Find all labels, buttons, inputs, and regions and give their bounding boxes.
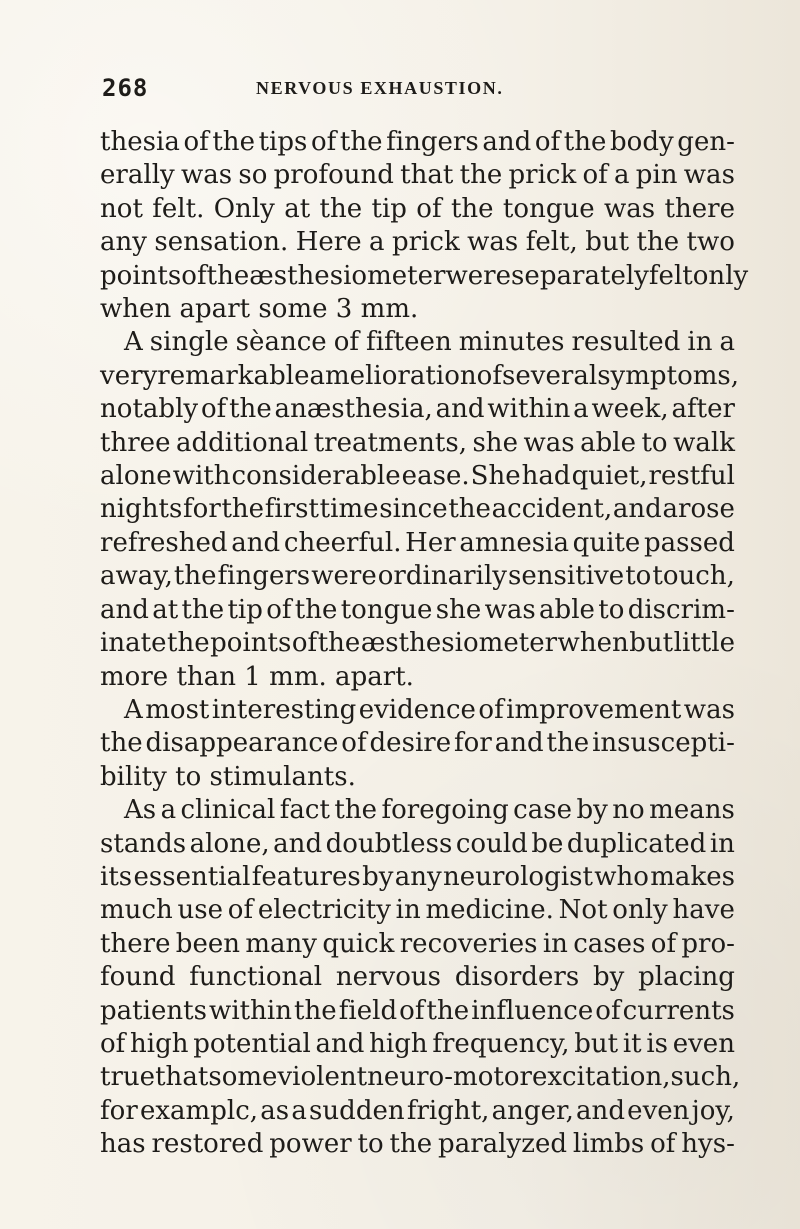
text-line [100, 727, 735, 760]
text-line [100, 560, 735, 593]
text-word: of [310, 127, 337, 157]
text-line [100, 627, 735, 660]
text-word: were [311, 561, 377, 592]
text-word: found [100, 962, 176, 993]
text-word: functional [189, 962, 323, 993]
text-word: within [209, 995, 292, 1026]
text-word: at [284, 193, 311, 224]
text-word: the [212, 127, 255, 157]
text-word: who [594, 861, 649, 892]
text-word: Here [295, 227, 362, 258]
text-word: not [100, 193, 143, 224]
text-word: in [687, 327, 713, 358]
text-word: was [180, 160, 233, 191]
text-word: insuscepti- [592, 728, 735, 759]
text-word: its [100, 861, 133, 892]
text-word: for [183, 494, 221, 525]
text-word: patients [100, 995, 207, 1026]
text-word: was [484, 594, 536, 625]
text-word: of [399, 995, 425, 1026]
text-word: desire [369, 728, 452, 759]
text-word: a [719, 327, 735, 358]
text-word: such, [670, 1062, 741, 1093]
text-word: was [683, 694, 735, 725]
text-word: alone, [189, 828, 270, 859]
text-word: of [650, 1129, 676, 1160]
text-word: were [445, 260, 512, 291]
text-word: improvement [506, 694, 682, 725]
text-word: the [426, 995, 470, 1026]
text-word: in [542, 928, 568, 959]
text-line [100, 159, 735, 192]
text-word: some [208, 1062, 278, 1093]
text-line [100, 1095, 735, 1128]
text-word: and [494, 728, 544, 759]
text-word: there [100, 928, 171, 959]
text-line [100, 928, 735, 961]
text-line [100, 226, 735, 259]
text-word: As [124, 795, 157, 826]
text-word: accident, [491, 494, 613, 525]
text-word: restored [151, 1129, 264, 1160]
text-word: but [574, 1028, 619, 1059]
text-word: the [221, 494, 265, 525]
text-word: the [563, 127, 607, 157]
text-word: the [459, 160, 503, 191]
text-line [100, 393, 735, 426]
text-word: use [177, 895, 224, 926]
text-word: and [576, 1095, 625, 1126]
text-word: of [341, 728, 367, 759]
text-word: the [450, 193, 494, 224]
text-word: for [454, 728, 492, 759]
text-word: and [100, 594, 149, 625]
text-word: amnesia [459, 527, 569, 558]
text-word: fact [279, 795, 330, 826]
text-word: passed [643, 527, 735, 558]
text-word: tongue [502, 193, 595, 224]
text-word: very [100, 360, 158, 391]
text-word: a [614, 160, 630, 191]
text-line [100, 460, 735, 493]
text-line: more than 1 mm. apart. [100, 661, 414, 692]
text-word: treatments, [313, 427, 467, 458]
text-word: means [649, 795, 735, 826]
text-word: potential [193, 1028, 311, 1059]
text-word: interesting [211, 694, 357, 725]
text-word: fingers [217, 561, 311, 592]
text-line [100, 260, 749, 293]
text-word: able [539, 594, 595, 625]
text-word: of [291, 628, 318, 659]
text-word: within [487, 394, 571, 425]
text-word: the [181, 594, 225, 625]
text-word: amelioration [309, 360, 477, 391]
text-word: even [627, 1095, 690, 1126]
text-word: any [100, 227, 147, 258]
text-word: touch, [652, 561, 735, 592]
text-word: features [251, 861, 361, 892]
text-word: any [394, 861, 442, 892]
text-word: two [686, 227, 735, 258]
text-word: time [319, 494, 379, 525]
text-word: of [200, 394, 227, 425]
text-word: that [400, 160, 454, 191]
text-word: currents [622, 995, 735, 1026]
text-word: in [709, 828, 735, 859]
text-word: was [604, 193, 656, 224]
text-word: after [671, 394, 735, 425]
text-word: only [692, 260, 749, 291]
text-word: that [155, 1062, 209, 1093]
text-word: the [100, 728, 143, 759]
text-word: several [501, 360, 598, 391]
text-word: tip [227, 594, 263, 625]
text-word: ordinarily [377, 561, 507, 592]
text-word: the [206, 260, 250, 291]
text-word: violent [277, 1062, 368, 1093]
text-word: is [646, 1028, 669, 1059]
text-line [100, 995, 735, 1028]
text-word: remarkable [157, 360, 310, 391]
text-word: a [160, 795, 177, 826]
text-word: fifteen [366, 327, 452, 358]
text-word: have [672, 895, 735, 926]
text-word: considerable [231, 461, 401, 492]
text-word: Not [558, 895, 608, 926]
text-word: prick [508, 160, 577, 191]
text-word: of [181, 260, 207, 291]
text-word: of [476, 360, 502, 391]
text-word: by [362, 861, 394, 892]
text-line [100, 861, 735, 894]
text-word: of [227, 895, 254, 926]
text-word: the [389, 1129, 433, 1160]
text-word: as [260, 1095, 290, 1126]
text-word: fright, [406, 1095, 490, 1126]
text-line [100, 493, 735, 526]
text-word: able [580, 427, 636, 458]
text-word: to [625, 561, 652, 592]
text-line [100, 326, 735, 359]
text-word: doubtless [325, 828, 453, 859]
text-word: since [379, 494, 448, 525]
text-word: the [294, 995, 337, 1026]
text-word: felt, [525, 227, 578, 258]
text-line [100, 1028, 735, 1061]
text-word: nervous [335, 962, 442, 993]
text-word: evidence [358, 694, 476, 725]
text-word: discrim- [627, 594, 735, 625]
text-word: recoveries [399, 928, 538, 959]
text-word: she [435, 594, 482, 625]
text-word: for [100, 1095, 138, 1126]
text-word: was [523, 427, 575, 458]
text-word: she [472, 427, 518, 458]
text-word: frequency, [432, 1028, 570, 1059]
text-word: there [664, 193, 735, 224]
text-word: additional [175, 427, 309, 458]
text-word: pro- [681, 928, 735, 959]
text-word: the [294, 594, 338, 625]
text-word: of [183, 127, 209, 157]
text-word: with [172, 461, 231, 492]
text-word: æsthesiometer [360, 628, 558, 659]
text-word: nights [100, 494, 183, 525]
text-word: examplc, [139, 1095, 259, 1126]
text-word: was [683, 160, 735, 191]
body-text [100, 126, 749, 1162]
text-word: the [546, 728, 590, 759]
text-word: be [531, 828, 564, 859]
text-word: refreshed [100, 527, 228, 558]
text-word: had [521, 461, 571, 492]
text-word: thesia [100, 127, 180, 157]
text-word: of [100, 1028, 126, 1059]
text-word: hys- [681, 1129, 735, 1160]
text-word: disorders [454, 962, 580, 993]
text-word: most [145, 694, 210, 725]
text-word: felt. [152, 193, 205, 224]
text-word: medicine. [425, 895, 554, 926]
text-word: of [333, 327, 360, 358]
text-word: anger, [491, 1095, 574, 1126]
text-word: the [229, 394, 272, 425]
text-word: the [319, 193, 363, 224]
text-line [100, 126, 735, 159]
text-word: minutes [458, 327, 565, 358]
text-word: quite [572, 527, 641, 558]
text-word: even [672, 1028, 735, 1059]
text-word: limbs [572, 1129, 645, 1160]
text-line [100, 594, 735, 627]
page-number: 268 [102, 74, 149, 102]
text-word: electricity [257, 895, 391, 926]
text-line [100, 427, 735, 460]
text-word: essential [133, 861, 251, 892]
text-line [100, 794, 735, 827]
text-word: arose [662, 494, 735, 525]
text-word: has [100, 1129, 146, 1160]
text-word: of [650, 928, 677, 959]
text-word: gen- [677, 127, 735, 157]
text-word: points [210, 628, 292, 659]
text-word: paralyzed [438, 1129, 568, 1160]
text-word: much [100, 895, 173, 926]
text-line [100, 894, 735, 927]
text-word: clinical [180, 795, 276, 826]
text-word: quick [322, 928, 395, 959]
text-word: walk [673, 427, 735, 458]
text-word: week, [591, 394, 669, 425]
text-word: three [100, 427, 171, 458]
text-line [100, 1128, 735, 1161]
text-word: felt [648, 260, 693, 291]
text-word: anæsthesia, [274, 394, 433, 425]
text-word: and [612, 494, 662, 525]
text-word: pin [635, 160, 678, 191]
text-word: but [585, 227, 630, 258]
text-word: when [557, 628, 629, 659]
text-word: of [534, 127, 561, 157]
text-word: it [622, 1028, 642, 1059]
text-word: placing [638, 962, 735, 993]
text-word: influence [471, 995, 594, 1026]
text-word: and [315, 1028, 365, 1059]
text-word: of [416, 193, 442, 224]
running-header [102, 74, 722, 104]
text-word: neurologist [443, 861, 593, 892]
text-word: was [467, 227, 519, 258]
text-word: and [482, 127, 532, 157]
text-word: fingers [386, 127, 479, 157]
text-word: erally [100, 160, 175, 191]
text-line [100, 961, 735, 994]
text-word: no [612, 795, 645, 826]
text-word: symptoms, [597, 360, 740, 391]
text-word: the [636, 227, 680, 258]
text-word: a [573, 394, 589, 425]
text-word: sensation. [154, 227, 289, 258]
text-word: to [357, 1129, 384, 1160]
text-word: sudden [309, 1095, 405, 1126]
text-word: sensitive [508, 561, 625, 592]
text-word: to [641, 427, 668, 458]
text-word: of [595, 995, 621, 1026]
text-line [100, 193, 735, 226]
text-word: duplicated [566, 828, 707, 859]
text-word: She [470, 461, 521, 492]
text-word: high [130, 1028, 189, 1059]
text-word: restful [648, 461, 735, 492]
text-word: a [291, 1095, 307, 1126]
text-word: field [338, 995, 398, 1026]
text-word: single [149, 327, 229, 358]
text-word: many [245, 928, 318, 959]
text-word: excitation, [531, 1062, 671, 1093]
text-word: first [264, 494, 320, 525]
text-word: to [598, 594, 625, 625]
text-word: of [582, 160, 608, 191]
text-word: cheerful. [283, 527, 402, 558]
text-word: power [269, 1129, 352, 1160]
text-word: notably [100, 394, 199, 425]
text-word: alone [100, 461, 172, 492]
text-line [100, 360, 740, 393]
text-line: when apart some 3 mm. [100, 294, 419, 325]
text-word: true [100, 1062, 156, 1093]
running-title: NERVOUS EXHAUSTION. [256, 78, 504, 98]
text-word: away, [100, 561, 173, 592]
text-word: æsthesiometer [249, 260, 446, 291]
text-word: the [334, 795, 378, 826]
text-word: case [513, 795, 573, 826]
text-word: a [369, 227, 385, 258]
text-word: the [317, 628, 361, 659]
text-word: tongue [340, 594, 433, 625]
text-word: resulted [571, 327, 681, 358]
text-word: joy, [691, 1095, 735, 1126]
text-word: the [339, 127, 383, 157]
text-word: by [576, 795, 608, 826]
text-word: of [266, 594, 292, 625]
text-word: and [273, 828, 323, 859]
text-word: high [369, 1028, 428, 1059]
text-word: disappearance [145, 728, 339, 759]
text-word: in [395, 895, 421, 926]
text-word: by [592, 962, 625, 993]
text-word: foregoing [381, 795, 509, 826]
text-word: points [100, 260, 182, 291]
text-word: profound [273, 160, 394, 191]
text-word: little [673, 628, 735, 659]
text-line [100, 527, 735, 560]
text-word: been [175, 928, 241, 959]
text-word: stands [100, 828, 187, 859]
text-word: tip [371, 193, 407, 224]
text-word: could [455, 828, 528, 859]
text-word: and [435, 394, 485, 425]
text-word: cases [573, 928, 646, 959]
text-line [100, 1061, 741, 1094]
text-word: ease. [401, 461, 470, 492]
text-word: prick [391, 227, 460, 258]
text-word: body [609, 127, 674, 157]
text-word: the [166, 628, 210, 659]
text-word: Only [213, 193, 275, 224]
text-word: so [238, 160, 268, 191]
text-word: quiet, [571, 461, 648, 492]
text-line [100, 694, 735, 727]
text-word: of [478, 694, 504, 725]
text-word: neuro-motor [367, 1062, 532, 1093]
text-word: tips [258, 127, 308, 157]
text-word: A [124, 694, 143, 725]
text-word: separately [511, 260, 649, 291]
text-word: only [612, 895, 668, 926]
text-word: the [173, 561, 217, 592]
text-word: and [231, 527, 281, 558]
text-line: bility to stimulants. [100, 761, 356, 792]
text-word: sèance [235, 327, 327, 358]
text-word: but [629, 628, 674, 659]
text-word: inate [100, 628, 167, 659]
text-word: Her [405, 527, 456, 558]
text-word: the [448, 494, 491, 525]
text-line [100, 828, 735, 861]
text-word: A [124, 327, 143, 358]
text-word: at [152, 594, 179, 625]
text-word: makes [650, 861, 735, 892]
